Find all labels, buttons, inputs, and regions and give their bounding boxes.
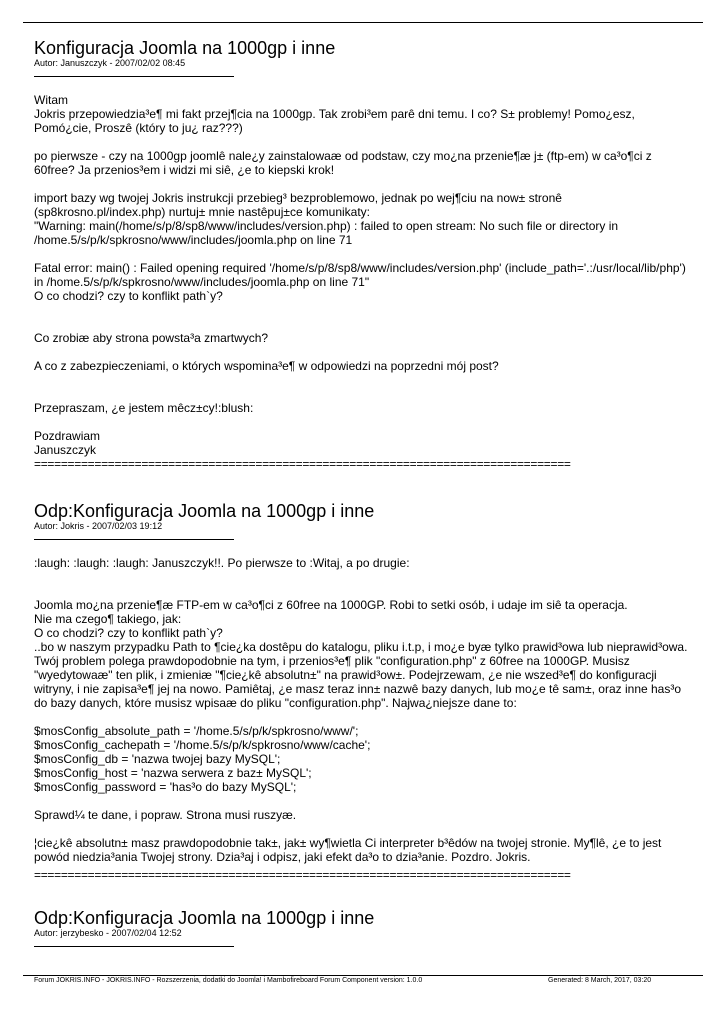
post-paragraph: :laugh: :laugh: :laugh: Januszczyk!!. Po pierwsze to :Witaj, a po drugie: <box>34 556 410 570</box>
post-title: Odp:Konfiguracja Joomla na 1000gp i inne <box>34 908 375 928</box>
post-paragraph: A co z zabezpieczeniami, o których wspomina³e¶ w odpowiedzi na poprzedni mój post? <box>34 359 499 373</box>
footer-rule <box>23 975 703 976</box>
post-title: Odp:Konfiguracja Joomla na 1000gp i inne <box>34 501 375 521</box>
post-paragraph: Joomla mo¿na przenie¶æ FTP-em w ca³o¶ci z 60free na 1000GP. Robi to setki osób, i udaje im siê ta operacja. Nie ma czego¶ takiego, jak: O co chodzi? czy to konflikt path`y? ..bo w naszym przypadku Path to ¶cie¿ka dostêpu do katalogu, pliku i.t.p, i mo¿e byæ tylko prawid³owa lub nieprawid³owa. Twój problem polega prawdopodobnie na tym, i przenios³e¶ plik "configuration.php" z 60free na 1000GP. Musisz "wyedytowaæ" ten plik, i zmieniæ "¶cie¿kê absolutn±" na prawid³ow±. Podejrzewam, ¿e nie wszed³e¶ do konfiguracji witryny, i nie zapisa³e¶ jej na nowo. Pamiêtaj, ¿e masz teraz inn± nazwê bazy danych, lub mo¿e tê sam±, oraz inne has³o do bazy danych, które musisz wpisaæ do pliku "configuration.php". Najwa¿niejsze dane to: <box>34 598 688 710</box>
post-meta: Autor: Januszczyk - 2007/02/02 08:45 <box>34 58 186 68</box>
title-rule <box>34 946 234 947</box>
forum-thread <box>34 38 694 947</box>
post-paragraph: ¦cie¿kê absolutn± masz prawdopodobnie tak±, jak± wy¶wietla Ci interpreter b³êdów na twojej stronie. My¶lê, ¿e to jest powód niedzia³ania Twojej strony. Dzia³aj i odpisz, jaki efekt da³o to dzia³anie. Pozdro. Jokris. <box>34 836 665 864</box>
post-paragraph: Sprawd¼ te dane, i popraw. Strona musi ruszyæ. <box>34 808 297 822</box>
post-paragraph: po pierwsze - czy na 1000gp joomlê nale¿y zainstalowaæ od podstaw, czy mo¿na przenie¶æ j± (ftp-em) w ca³o¶ci z 60free? Ja przenios³em i widzi mi siê, ¿e to kiepski krok! <box>34 149 656 177</box>
footer-generated: Generated: 8 March, 2017, 03:20 <box>548 977 652 984</box>
post-title: Konfiguracja Joomla na 1000gp i inne <box>34 38 336 58</box>
footer-source: Forum JOKRIS.INFO - JOKRIS.INFO - Rozszerzenia, dodatki do Joomla! i Mambofireboard Forum Component version: 1.0.0 <box>34 977 423 984</box>
post <box>34 38 694 471</box>
post-meta: Autor: jerzybesko - 2007/02/04 12:52 <box>34 928 182 938</box>
post-separator: ================================================================================ <box>34 868 571 882</box>
post-paragraph: Co zrobiæ aby strona powsta³a zmartwych? <box>34 331 269 345</box>
post <box>34 908 694 947</box>
post-paragraph: Przepraszam, ¿e jestem mêcz±cy!:blush: <box>34 401 254 415</box>
post-paragraph: import bazy wg twojej Jokris instrukcji przebieg³ bezproblemowo, jednak po wej¶ciu na now± stronê (sp8krosno.pl/index.php) nurtuj± mnie nastêpuj±ce komunikaty: "Warning: main(/home/s/p/8/sp8/www/includes/version.php) : failed to open stream: No such file or directory in /home.5/s/p/k/spkrosno/www/includes/joomla.php on line 71 <box>34 191 619 247</box>
page-top-rule <box>23 22 703 23</box>
post-signature: Pozdrawiam Januszczyk <box>34 429 101 457</box>
post-paragraph: Fatal error: main() : Failed opening required '/home/s/p/8/sp8/www/includes/version.php' (include_path='.:/usr/local/lib/php') in /home.5/s/p/k/spkrosno/www/includes/joomla.php on line 71" O co chodzi? czy to konflikt path`y? <box>34 261 686 303</box>
post-code-block: $mosConfig_absolute_path = '/home.5/s/p/k/spkrosno/www/'; $mosConfig_cachepath = '/home.5/s/p/k/spkrosno/www/cache'; $mosConfig_db = 'nazwa twojej bazy MySQL'; $mosConfig_host = 'nazwa serwera z baz± MySQL'; $mosConfig_password = 'has³o do bazy MySQL'; <box>34 724 371 794</box>
post <box>34 501 694 882</box>
post-meta: Autor: Jokris - 2007/02/03 19:12 <box>34 521 163 531</box>
post-paragraph: Witam Jokris przepowiedzia³e¶ mi fakt przej¶cia na 1000gp. Tak zrobi³em parê dni temu. I co? S± problemy! Pomo¿esz, Pomó¿cie, Proszê (który to ju¿ raz???) <box>34 93 635 135</box>
post-separator: ================================================================================ <box>34 457 571 471</box>
